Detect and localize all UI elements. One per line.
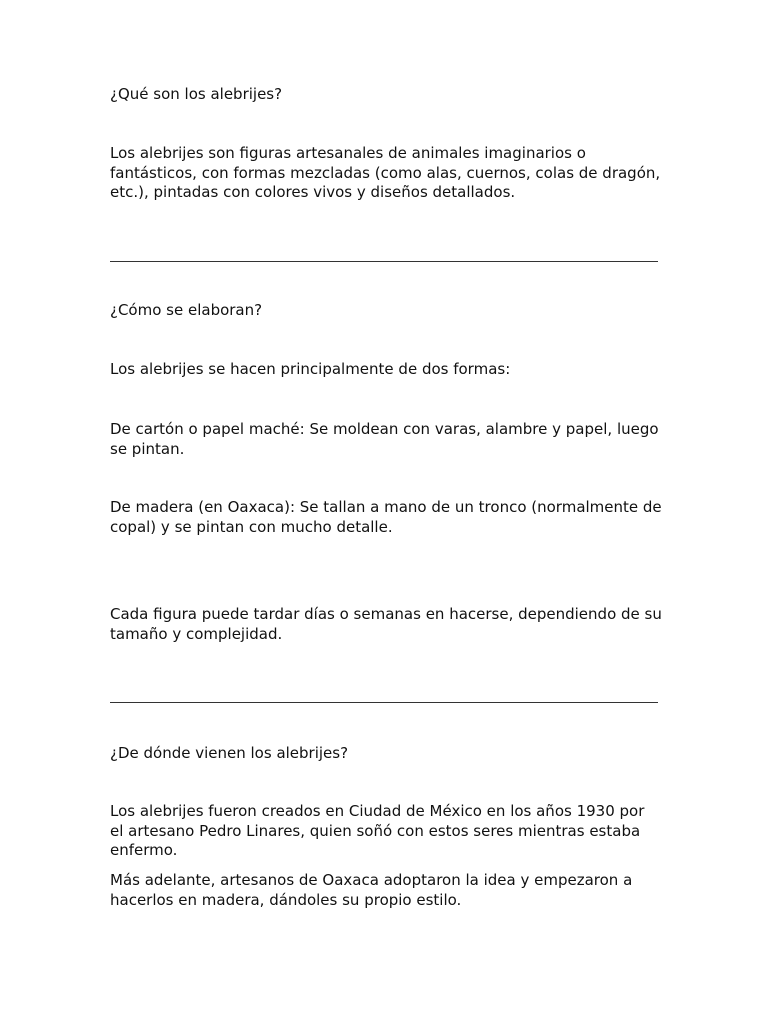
paragraph-madera-method: De madera (en Oaxaca): Se tallan a mano de un tronco (normalmente de copal) y se pintan con mucho detalle. [110, 498, 662, 536]
paragraph-definition: Los alebrijes son figuras artesanales de animales imaginarios o fantásticos, con formas mezcladas (como alas, cuernos, colas de dragón, etc.), pintadas con colores vivos y diseños detallados. [110, 144, 661, 201]
section-heading-que-son: ¿Qué son los alebrijes? [110, 85, 283, 103]
paragraph-two-forms: Los alebrijes se hacen principalmente de dos formas: [110, 360, 511, 378]
paragraph-carton-method: De cartón o papel maché: Se moldean con varas, alambre y papel, luego se pintan. [110, 420, 659, 458]
section-heading-de-donde-vienen: ¿De dónde vienen los alebrijes? [110, 744, 349, 762]
paragraph-oaxaca-adoption: Más adelante, artesanos de Oaxaca adoptaron la idea y empezaron a hacerlos en madera, dándoles su propio estilo. [110, 871, 633, 909]
paragraph-time-to-make: Cada figura puede tardar días o semanas en hacerse, dependiendo de su tamaño y complejidad. [110, 605, 662, 643]
section-divider [110, 261, 658, 262]
section-heading-como-se-elaboran: ¿Cómo se elaboran? [110, 301, 263, 319]
paragraph-origin: Los alebrijes fueron creados en Ciudad de México en los años 1930 por el artesano Pedro Linares, quien soñó con estos seres mientras estaba enfermo. [110, 802, 645, 859]
section-divider [110, 702, 658, 703]
